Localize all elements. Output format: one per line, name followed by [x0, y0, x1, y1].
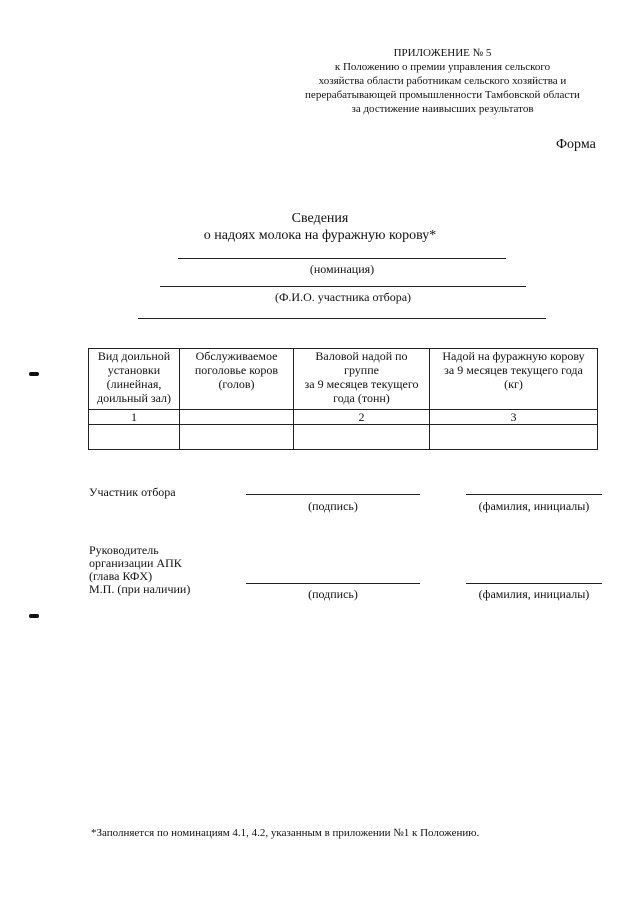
margin-mark: [29, 372, 39, 376]
appendix-line: за достижение наивысших результатов: [351, 103, 534, 115]
column-number: 2: [294, 410, 430, 425]
participant-signature-caption: (подпись): [308, 499, 358, 513]
column-number: 3: [430, 410, 598, 425]
appendix-line: перерабатывающей промышленности Тамбовской области: [305, 89, 580, 101]
header-cell-herd: Обслуживаемое поголовье коров (голов): [180, 349, 294, 410]
participant-name-caption: (Ф.И.О. участника отбора): [274, 290, 412, 304]
header-cell-milking-type: Вид доильной установки (линейная, доильный зал): [89, 349, 180, 410]
participant-name-line: [160, 286, 526, 287]
table-cell[interactable]: [430, 425, 598, 450]
table-cell[interactable]: [294, 425, 430, 450]
table-row: [89, 425, 598, 450]
head-name-line: [466, 583, 602, 584]
head-label: Руководитель организации АПК (глава КФХ) М.П. (при наличии): [89, 543, 191, 596]
column-number: [180, 410, 294, 425]
appendix-line: к Положению о премии управления сельского: [334, 61, 551, 73]
participant-name-sign-caption: (фамилия, инициалы): [478, 499, 590, 513]
footnote: *Заполняется по номинациям 4.1, 4.2, указанным в приложении №1 к Положению.: [91, 827, 480, 839]
participant-label: Участник отбора: [89, 485, 176, 499]
document-title: Сведения: [291, 211, 349, 226]
appendix-number: ПРИЛОЖЕНИЕ № 5: [393, 47, 492, 59]
table-number-row: [89, 410, 598, 425]
appendix-line: хозяйства области работникам сельского хозяйства и: [318, 75, 567, 87]
extra-line: [138, 318, 546, 319]
appendix-heading: [270, 46, 615, 116]
milk-yield-table: [88, 348, 598, 450]
table-header-row: [89, 349, 598, 410]
nomination-caption: (номинация): [309, 262, 375, 276]
nomination-line: [178, 258, 506, 259]
participant-name-sign-line: [466, 494, 602, 495]
header-cell-gross-yield: Валовой надой по группе за 9 месяцев текущего года (тонн): [294, 349, 430, 410]
head-signature-caption: (подпись): [308, 587, 358, 601]
participant-signature-line: [246, 494, 420, 495]
table-cell[interactable]: [180, 425, 294, 450]
form-label: Форма: [556, 137, 596, 152]
document-subtitle: о надоях молока на фуражную корову*: [203, 228, 437, 243]
head-name-caption: (фамилия, инициалы): [478, 587, 590, 601]
margin-mark: [29, 614, 39, 618]
column-number: 1: [89, 410, 180, 425]
header-cell-yield-per-cow: Надой на фуражную корову за 9 месяцев текущего года (кг): [430, 349, 598, 410]
table-cell[interactable]: [89, 425, 180, 450]
head-signature-line: [246, 583, 420, 584]
